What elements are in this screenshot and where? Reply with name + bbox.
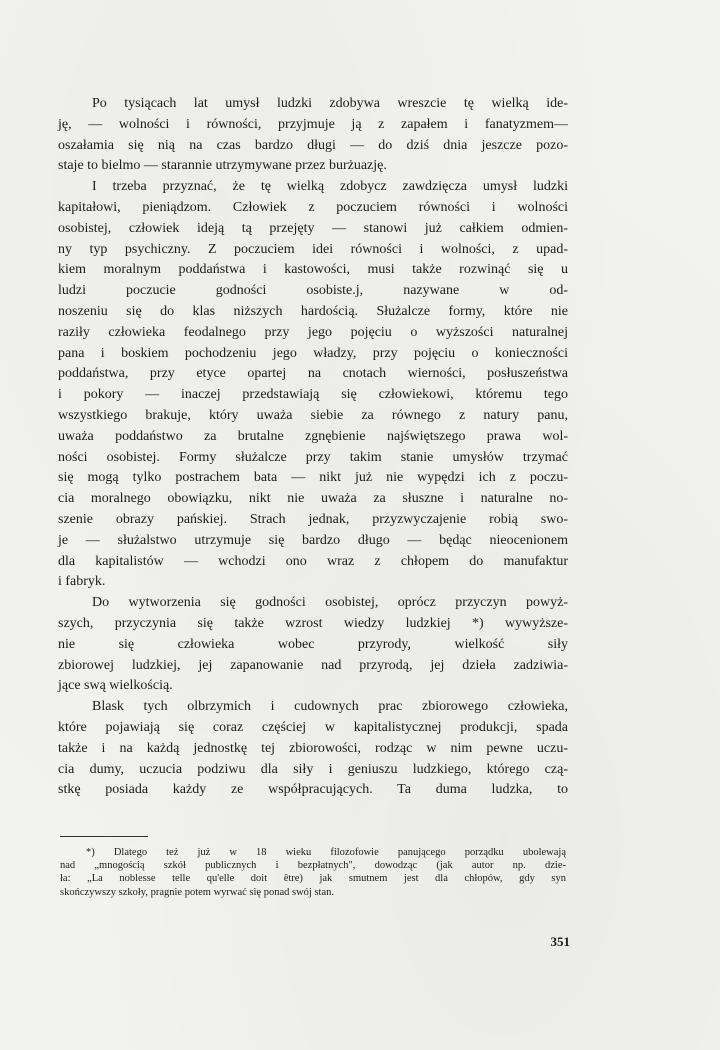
text-line: Po tysiącach lat umysł ludzki zdobywa wreszcie tę wielką ide- xyxy=(92,96,568,111)
text-line: kapitałowi, pieniądzom. Człowiek z poczuciem równości i wolności xyxy=(58,199,568,215)
text-line: uważa poddaństwo za brutalne zgnębienie najświętszego prawa wol- xyxy=(58,428,568,444)
footnote xyxy=(60,846,566,899)
text-line: ny typ psychiczny. Z poczuciem idei równości i wolności, z upad- xyxy=(58,241,568,257)
text-line: jące swą wielkością. xyxy=(58,678,173,694)
text-line: stkę posiada każdy ze współpracujących. Ta duma ludzka, to xyxy=(58,782,568,798)
text-line: je — służalstwo utrzymuje się bardzo długo — będąc nieocenionem xyxy=(58,532,568,548)
text-line: szych, przyczynia się także wzrost wiedzy ludzkiej *) wywyższe- xyxy=(58,615,568,631)
footnote-line: ła: „La noblesse telle qu'elle doit être) jak smutnem jest dla chłopów, gdy syn xyxy=(60,873,566,885)
text-line: i fabryk. xyxy=(58,574,106,590)
main-text xyxy=(58,94,568,801)
text-line: osobistej, człowiek ideją tą przejęty — stanowi już całkiem odmien- xyxy=(58,220,568,236)
text-line: I trzeba przyznać, że tę wielką zdobycz zawdzięcza umysł ludzki xyxy=(92,179,568,195)
text-line: poddaństwa, przy etyce opartej na cnotach wierności, posłuszeństwa xyxy=(58,366,568,382)
text-line: dla kapitalistów — wchodzi ono wraz z chłopem do manufaktur xyxy=(58,553,568,569)
text-line: pana i boskiem pochodzeniu jego władzy, przy pojęciu o konieczności xyxy=(58,345,568,361)
text-line: staje to bielmo — starannie utrzymywane przez burżuazję. xyxy=(58,158,387,174)
text-line: także i na każdą jednostkę tej zbiorowości, rodząc w nim pewne uczu- xyxy=(58,740,568,756)
text-line: szenie obrazy pańskiej. Strach jednak, przyzwyczajenie robią swo- xyxy=(58,511,568,527)
text-line: zbiorowej ludzkiej, jej zapanowanie nad przyrodą, jej dzieła zadziwia- xyxy=(58,657,568,673)
text-line: i pokory — inaczej przedstawiają się człowiekowi, któremu tego xyxy=(58,387,568,403)
footnote-line: skończywszy szkoły, pragnie potem wyrwać się ponad swój stan. xyxy=(60,886,335,898)
page-number: 351 xyxy=(550,934,570,949)
text-line: noszeniu się do klas niższych hardością. Służalcze formy, które nie xyxy=(58,303,568,319)
text-line: oszałamia się nią na czas bardzo długi — do dziś dnia jeszcze pozo- xyxy=(58,137,568,153)
text-line: ję, — wolności i równości, przyjmuje ją z zapałem i fanatyzmem— xyxy=(58,116,568,132)
text-line: raziły człowieka feodalnego przy jego pojęciu o wyższości naturalnej xyxy=(58,324,568,340)
footnote-line: nad „mnogością szkół publicznych i bezpłatnych", dowodząc (jak autor np. dzie- xyxy=(60,860,566,872)
text-line: cia moralnego obowiązku, nikt nie uważa za słuszne i naturalne no- xyxy=(58,491,568,507)
text-line: nie się człowieka wobec przyrody, wielkość siły xyxy=(58,636,568,652)
text-line: Do wytworzenia się godności osobistej, oprócz przyczyn powyż- xyxy=(92,595,568,611)
text-line: ludzi poczucie godności osobiste.j, nazywane w od- xyxy=(58,283,568,299)
text-line: wszystkiego brakuje, który uważa siebie za równego z natury panu, xyxy=(58,407,568,423)
text-line: się mogą tylko postrachem bata — nikt już nie wypędzi ich z poczu- xyxy=(58,470,568,486)
text-line: ności osobistej. Formy służalcze przy takim stanie umysłów trzymać xyxy=(58,449,568,465)
footnote-divider xyxy=(60,836,148,837)
text-line: kiem moralnym poddaństwa i kastowości, musi także rozwinąć się u xyxy=(58,262,568,278)
footnote-line: *) Dlatego też już w 18 wieku filozofowie panującego porządku ubolewają xyxy=(86,847,566,858)
text-line: cia dumy, uczucia podziwu dla siły i geniuszu ludzkiego, którego czą- xyxy=(58,761,568,777)
text-line: Blask tych olbrzymich i cudownych prac zbiorowego człowieka, xyxy=(92,699,568,715)
text-line: które pojawiają się coraz częściej w kapitalistycznej produkcji, spada xyxy=(58,719,568,735)
